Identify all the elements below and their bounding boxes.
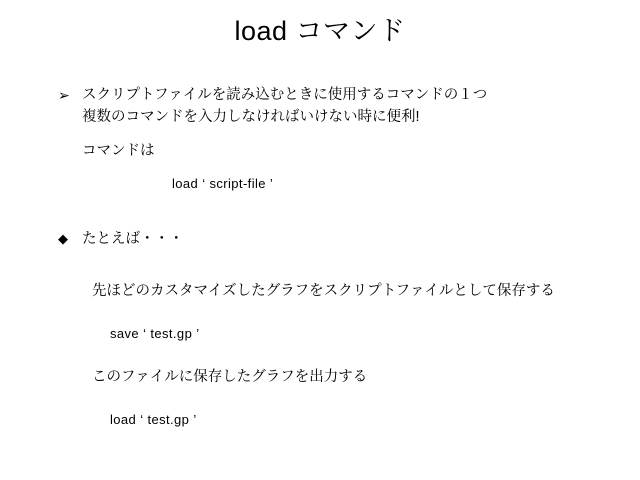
- bullet-item-2-text: たとえば・・・: [82, 231, 184, 247]
- spacer: [0, 250, 640, 280]
- spacer: [0, 194, 640, 228]
- bullet-item-1-text: スクリプトファイルを読み込むときに使用するコマンドの１つ 複数のコマンドを入力しなければいけない時に便利!: [82, 87, 488, 125]
- command-label: コマンドは: [82, 143, 155, 159]
- slide-body: [0, 84, 640, 430]
- arrow-bullet-icon: ➢: [58, 87, 70, 103]
- spacer: [0, 128, 640, 140]
- example-1-code-sample: save ‘ test.gp ’: [110, 326, 200, 341]
- spacer: [0, 162, 640, 174]
- bullet-item-1: [0, 84, 640, 128]
- diamond-bullet-icon: ◆: [58, 231, 68, 246]
- command-code-sample: load ‘ script-file ’: [172, 176, 274, 191]
- spacer: [0, 302, 640, 324]
- bullet-item-2: [0, 228, 640, 250]
- example-2-code-sample: load ‘ test.gp ’: [110, 412, 197, 427]
- spacer: [0, 388, 640, 410]
- example-1-text: 先ほどのカスタマイズしたグラフをスクリプトファイルとして保存する: [92, 283, 555, 299]
- page-title: load コマンド: [234, 16, 406, 46]
- spacer: [0, 344, 640, 366]
- example-2-text: このファイルに保存したグラフを出力する: [92, 369, 368, 385]
